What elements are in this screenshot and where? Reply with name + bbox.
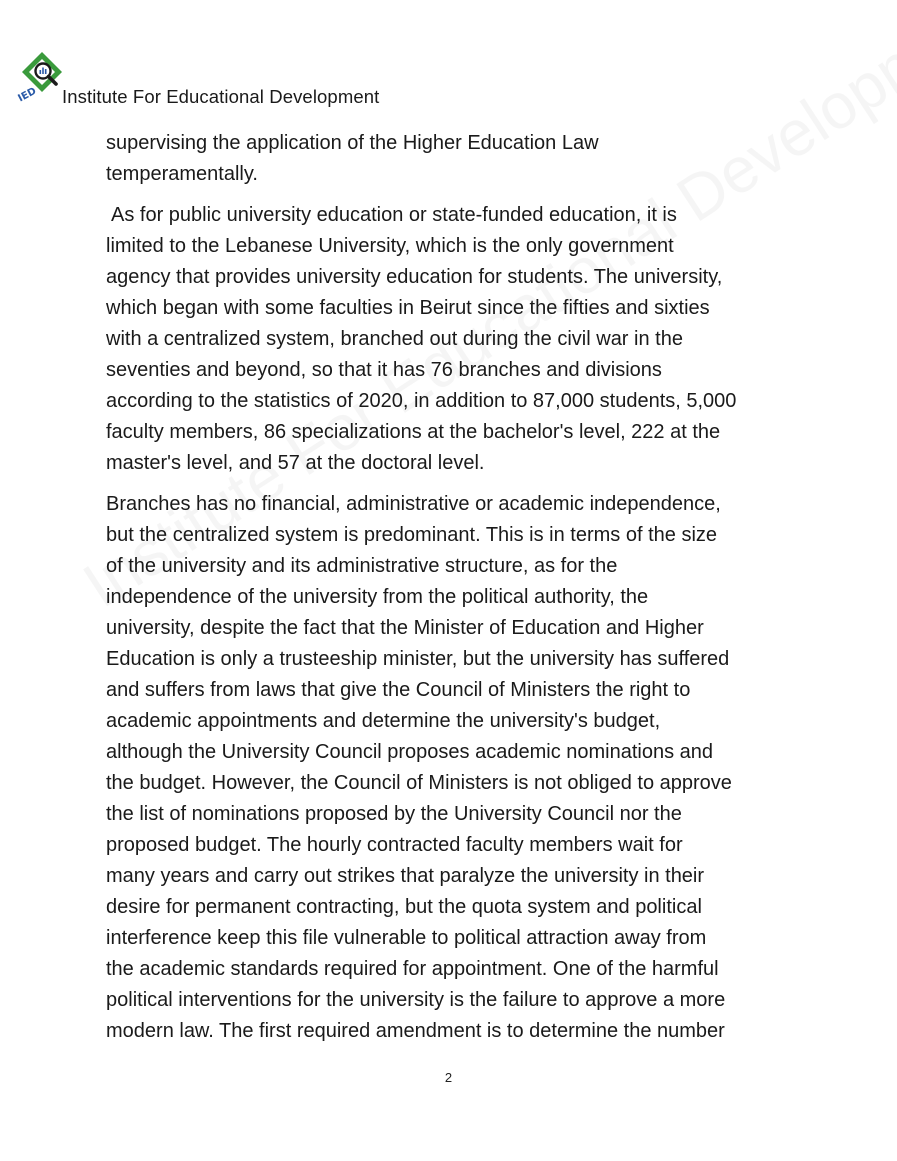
paragraph: As for public university education or state-funded education, it is limited to the Lebanese University, which is the only government agency that provides university education for students. The university, which began with some faculties in Beirut since the fifties and sixties with a centralized system, branched out during the civil war in the seventies and beyond, so that it has 76 branches and divisions according to the statistics of 2020, in addition to 87,000 students, 5,000 faculty members, 86 specializations at the bachelor's level, 222 at the master's level, and 57 at the doctoral level. (106, 204, 737, 474)
header-title: Institute For Educational Development (62, 86, 380, 107)
paragraph: supervising the application of the Higher Education Law temperamentally. (106, 132, 599, 185)
svg-text:IED: IED (16, 85, 39, 104)
paragraph: Branches has no financial, administrative or academic independence, but the centralized system is predominant. This is in terms of the size of the university and its administrative structure, as for the independence of the university from the political authority, the university, despite the fact that the Minister of Education and Higher Education is only a trusteeship minister, but the university has suffered and suffers from laws that give the Council of Ministers the right to academic appointments and determine the university's budget, although the University Council proposes academic nominations and the budget. However, the Council of Ministers is not obliged to approve the list of nominations proposed by the University Council nor the proposed budget. The hourly contracted faculty members wait for many years and carry out strikes that paralyze the university in their desire for permanent contracting, but the quota system and political interference keep this file vulnerable to political attraction away from the academic standards required for appointment. One of the harmful political interventions for the university is the failure to approve a more modern law. The first required amendment is to determine the number (106, 493, 732, 1042)
document-body (106, 128, 794, 1057)
page-number: 2 (444, 1070, 453, 1085)
